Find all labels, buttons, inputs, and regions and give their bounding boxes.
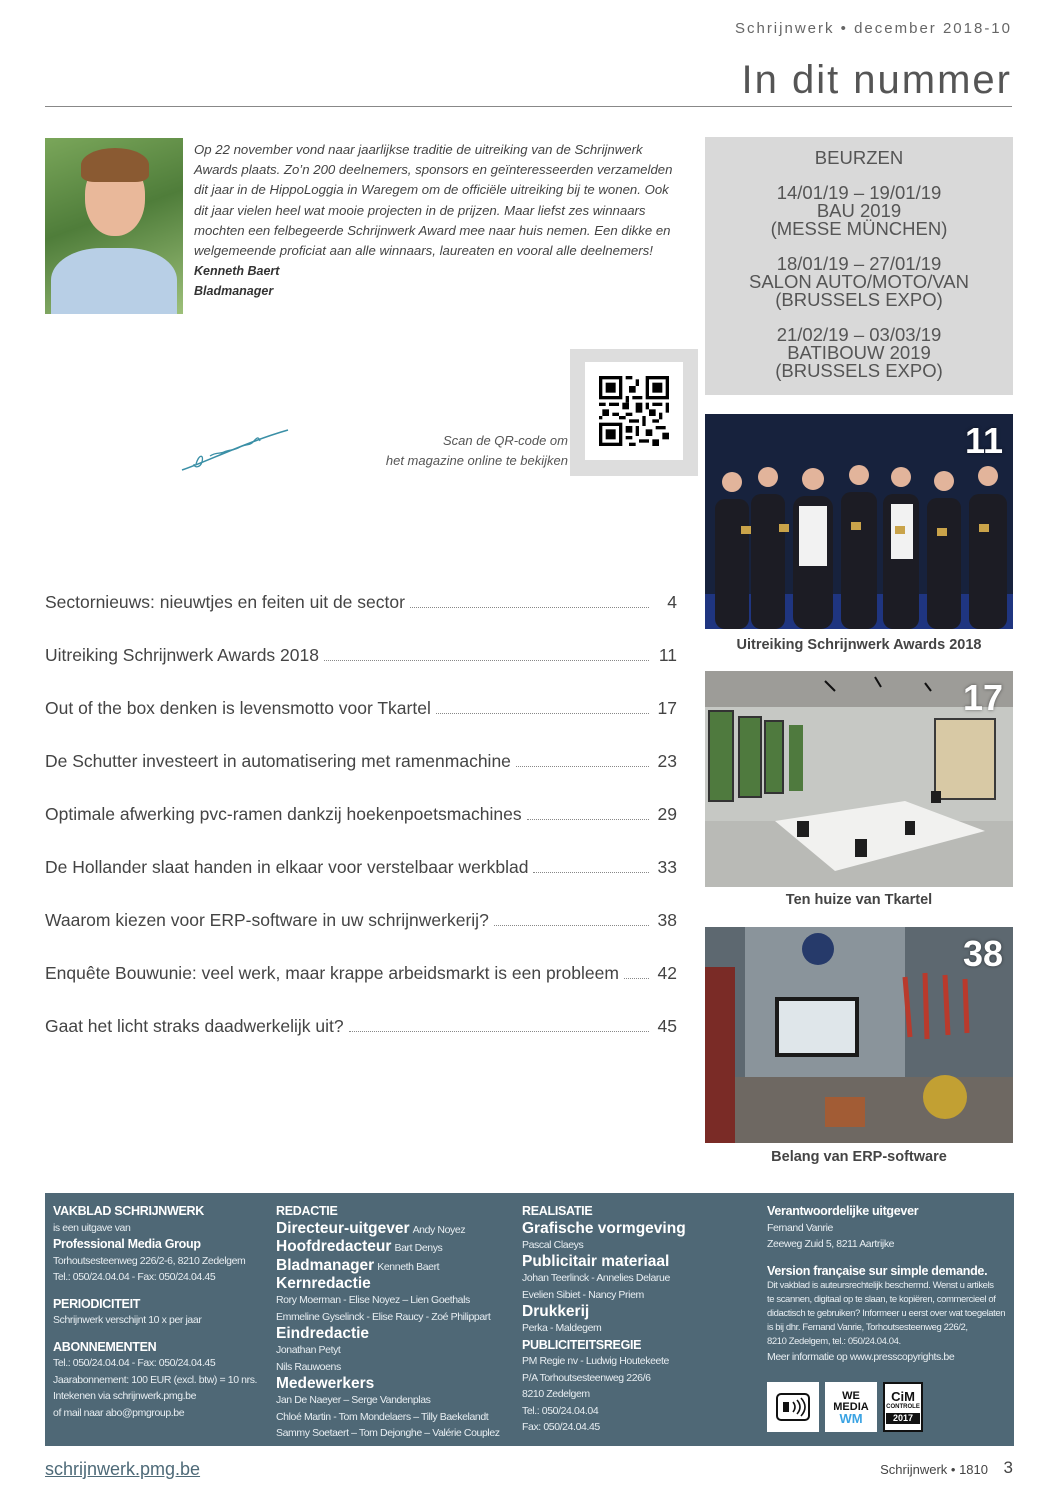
fair-venue: (BRUSSELS EXPO) — [775, 289, 943, 310]
signature-image — [176, 420, 294, 480]
colophon-heading: Version française sur simple demande. — [767, 1263, 988, 1278]
fair-dates: 18/01/19 – 27/01/19 — [776, 253, 942, 274]
toc-title: Out of the box denken is levensmotto voor Tkartel — [45, 698, 431, 718]
toc-page: 29 — [657, 804, 677, 824]
role-label: Kernredactie — [276, 1275, 371, 1292]
logo-text: CiM — [891, 1388, 915, 1404]
toc-entry[interactable] — [45, 645, 677, 675]
colophon-text: te scannen, digitaal op te slaan, te kopiëren, commercieel of — [767, 1294, 996, 1305]
colophon-text: Pascal Claeys — [522, 1238, 584, 1251]
toc-entry[interactable] — [45, 804, 677, 834]
colophon-heading: PERIODICITEIT — [53, 1296, 141, 1311]
photo-caption: Uitreiking Schrijnwerk Awards 2018 — [736, 637, 982, 653]
fair-venue: (BRUSSELS EXPO) — [775, 360, 943, 381]
toc-entry[interactable] — [45, 1016, 677, 1046]
colophon-heading: VAKBLAD SCHRIJNWERK — [53, 1204, 205, 1218]
colophon-publisher: Professional Media Group — [53, 1237, 201, 1251]
we-media-logo: WE MEDIA WM — [825, 1382, 877, 1432]
photo-page-number: 11 — [964, 420, 1003, 461]
partner-logos — [767, 1382, 923, 1432]
colophon-heading: Verantwoordelijke uitgever — [767, 1204, 919, 1218]
toc-title: Uitreiking Schrijnwerk Awards 2018 — [45, 645, 319, 665]
colophon-column-production — [522, 1203, 762, 1436]
toc-title: Waarom kiezen voor ERP-software in uw schrijnwerkerij? — [45, 910, 489, 930]
header-rule — [45, 106, 1012, 107]
fair-item — [705, 184, 1013, 238]
colophon-text: didactisch te gebruiken? Informeer u eerst over wat toegelaten — [767, 1308, 1006, 1319]
logo-text: WE — [842, 1389, 860, 1402]
role-label: Directeur-uitgever — [276, 1219, 410, 1237]
toc-entry[interactable] — [45, 698, 677, 728]
colophon-text: PM Regie nv - Ludwig Houtekeete — [522, 1355, 669, 1367]
toc-entry[interactable] — [45, 751, 677, 781]
qr-caption-line1: Scan de QR-code om — [442, 433, 568, 448]
toc-title: Gaat het licht straks daadwerkelijk uit? — [45, 1016, 344, 1036]
toc-entry[interactable] — [45, 963, 677, 993]
role-name: Bart Denys — [394, 1242, 443, 1254]
fairs-panel — [705, 137, 1013, 395]
press-copyright-logo — [767, 1382, 819, 1432]
toc-page: 11 — [658, 645, 677, 665]
toc-title: De Schutter investeert in automatisering met ramenmachine — [45, 751, 511, 771]
toc-page: 4 — [667, 592, 677, 612]
colophon-text: Fernand Vanrie — [767, 1221, 833, 1234]
colophon-text: is een uitgave van — [53, 1221, 131, 1234]
role-label: Hoofdredacteur — [276, 1238, 392, 1255]
photo-caption: Belang van ERP-software — [771, 1149, 947, 1165]
colophon-text: Chloé Martin - Tom Mondelaers – Tilly Baekelandt — [276, 1410, 489, 1423]
colophon-text: Zeeweg Zuid 5, 8211 Aartrijke — [767, 1238, 895, 1250]
fair-item — [705, 326, 1013, 380]
author-name: Kenneth Baert — [194, 264, 280, 279]
qr-caption — [386, 431, 568, 471]
role-label: Medewerkers — [276, 1375, 375, 1392]
logo-text: CONTROLE — [886, 1403, 920, 1410]
colophon-text: Rory Moerman - Elise Noyez – Lien Goethals — [276, 1294, 470, 1306]
role-name: Andy Noyez — [412, 1223, 466, 1236]
colophon-text: Perka - Maldegem — [522, 1322, 602, 1334]
toc-page: 17 — [657, 698, 677, 718]
fair-name: SALON AUTO/MOTO/VAN — [749, 271, 969, 292]
fair-name: BAU 2019 — [816, 200, 902, 221]
toc-entry[interactable] — [45, 910, 677, 940]
colophon-text: Jonathan Petyt — [276, 1344, 341, 1356]
qr-caption-line2: het magazine online te bekijken — [385, 453, 568, 468]
colophon-text: Schrijnwerk verschijnt 10 x per jaar — [53, 1314, 202, 1326]
cim-logo — [883, 1382, 923, 1432]
page-title: In dit nummer — [741, 58, 1012, 102]
toc-title: Sectornieuws: nieuwtjes en feiten uit de sector — [45, 592, 405, 612]
colophon-text: Jaarabonnement: 100 EUR (excl. btw) = 10 nrs. — [53, 1373, 258, 1386]
colophon-text: Tel.: 050/24.04.04 - Fax: 050/24.04.45 — [53, 1357, 216, 1369]
qr-code[interactable] — [599, 376, 669, 446]
role-name: Kenneth Baert — [377, 1260, 440, 1273]
colophon-text: Torhoutsesteenweg 226/2-6, 8210 Zedelgem — [53, 1254, 246, 1267]
colophon-heading: ABONNEMENTEN — [53, 1339, 157, 1354]
colophon-text: Tel.: 050/24.04.04 — [522, 1404, 599, 1417]
toc-page: 23 — [657, 751, 677, 771]
role-label: Bladmanager — [276, 1256, 375, 1274]
colophon-text: Meer informatie op www.presscopyrights.be — [767, 1351, 955, 1363]
photo-page-number: 17 — [962, 677, 1003, 718]
intro-paragraph: Op 22 november vond naar jaarlijkse traditie de uitreiking van de Schrijnwerk Awards plaats. Zo’n 200 deelnemers, sponsors en geïnteresseerden verzamelden dit jaar in de HippoLoggia in Waregem om de officiële uitreiking bij te wonen. Ook dit jaar vielen heel wat mooie projecten in de prijzen. Maar liefst zes winnaars mochten een felbegeerde Schrijnwerk Award mee naar huis nemen. Een dikke en welgemeende proficiat aan alle winnaars, laureaten en vooral alle deelnemers! — [194, 142, 673, 259]
issue-line: Schrijnwerk • december 2018-10 — [734, 20, 1012, 37]
office-photo[interactable] — [705, 671, 1013, 887]
author-portrait — [45, 138, 183, 314]
toc-title: Enquête Bouwunie: veel werk, maar krappe arbeidsmarkt is een probleem — [45, 963, 619, 983]
photo-page-number: 38 — [962, 933, 1003, 974]
colophon-column-editorial — [276, 1203, 516, 1442]
photo-caption: Ten huize van Tkartel — [785, 892, 933, 908]
role-label: Publicitair materiaal — [522, 1253, 670, 1270]
colophon-heading: REDACTIE — [276, 1204, 338, 1218]
fair-venue: (MESSE MÜNCHEN) — [770, 218, 948, 239]
fair-dates: 21/02/19 – 03/03/19 — [776, 324, 942, 345]
intro-text — [194, 140, 680, 302]
colophon — [45, 1193, 1014, 1446]
awards-photo[interactable] — [705, 414, 1013, 629]
colophon-text: P/A Torhoutsesteenweg 226/6 — [522, 1371, 651, 1384]
page-number: 3 — [1003, 1458, 1013, 1477]
colophon-column-responsible — [767, 1203, 1007, 1366]
colophon-text: Emmeline Gyselinck - Elise Raucy - Zoé Philippart — [276, 1310, 491, 1323]
toc-page: 42 — [657, 963, 677, 983]
colophon-column-publisher — [53, 1203, 273, 1421]
fair-dates: 14/01/19 – 19/01/19 — [776, 182, 942, 203]
author-role: Bladmanager — [194, 284, 274, 299]
colophon-text: is bij dhr. Fernand Vanrie, Torhoutsesteenweg 226/2, — [767, 1322, 968, 1333]
colophon-text: Tel.: 050/24.04.04 - Fax: 050/24.04.45 — [53, 1271, 216, 1283]
colophon-heading: REALISATIE — [522, 1204, 593, 1218]
fair-name: BATIBOUW 2019 — [787, 342, 931, 363]
colophon-text: Sammy Soetaert – Tom Dejonghe – Valérie Couplez — [276, 1427, 500, 1439]
colophon-text: Johan Teerlinck - Annelies Delarue — [522, 1272, 670, 1284]
toc-entry[interactable] — [45, 857, 677, 887]
role-label: Drukkerij — [522, 1303, 590, 1320]
fairs-heading: BEURZEN — [814, 147, 904, 168]
role-label: Grafische vormgeving — [522, 1219, 686, 1237]
logo-text: 2017 — [886, 1413, 920, 1424]
colophon-heading: PUBLICITEITSREGIE — [522, 1337, 642, 1352]
toc-page: 38 — [657, 910, 677, 930]
colophon-text: Nils Rauwoens — [276, 1360, 341, 1373]
colophon-text: Intekenen via schrijnwerk.pmg.be — [53, 1390, 197, 1402]
toc-page: 33 — [657, 857, 677, 877]
publication-label: Schrijnwerk • 1810 — [880, 1462, 988, 1477]
qr-code-panel — [570, 349, 698, 476]
toc-page: 45 — [657, 1016, 677, 1036]
toc-title: Optimale afwerking pvc-ramen dankzij hoekenpoetsmachines — [45, 804, 522, 824]
colophon-text: Jan De Naeyer – Serge Vandenplas — [276, 1394, 431, 1406]
role-label: Eindredactie — [276, 1325, 370, 1342]
logo-text: MEDIA — [833, 1400, 869, 1413]
toc-entry[interactable] — [45, 592, 677, 622]
colophon-text: Fax: 050/24.04.45 — [522, 1421, 600, 1433]
fair-item — [705, 255, 1013, 309]
erp-photo[interactable] — [705, 927, 1013, 1143]
colophon-text: 8210 Zedelgem, tel.: 050/24.04.04. — [767, 1336, 901, 1347]
colophon-text: Evelien Sibiet - Nancy Priem — [522, 1288, 644, 1301]
toc-title: De Hollander slaat handen in elkaar voor verstelbaar werkblad — [45, 857, 529, 877]
colophon-text: Dit vakblad is auteursrechtelijk beschermd. Wenst u artikels — [767, 1280, 994, 1291]
colophon-text: 8210 Zedelgem — [522, 1388, 590, 1400]
colophon-text: of mail naar abo@pmgroup.be — [53, 1406, 185, 1419]
website-link[interactable]: schrijnwerk.pmg.be — [45, 1459, 201, 1479]
